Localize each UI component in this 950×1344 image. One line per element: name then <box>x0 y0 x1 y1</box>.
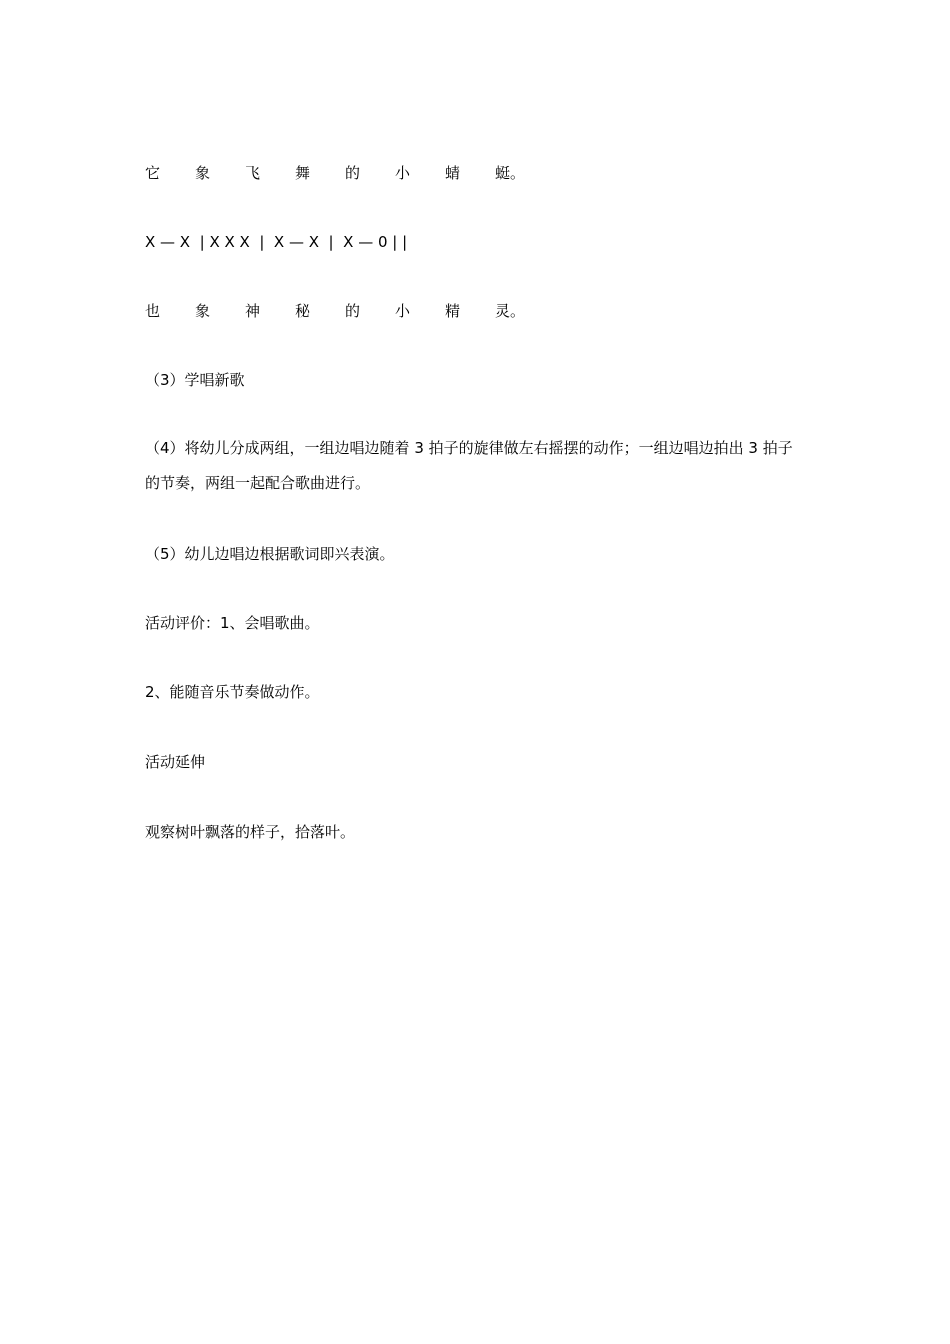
lyric-char: 飞 <box>245 164 261 182</box>
lyric-char: 的 <box>345 302 361 320</box>
lyric-char: 蜻 <box>445 164 461 182</box>
extension-text: 观察树叶飘落的样子，拾落叶。 <box>145 823 356 841</box>
lyrics-line-2 <box>145 301 527 321</box>
lyric-char: 象 <box>195 302 211 320</box>
step-4-paragraph: （4）将幼儿分成两组，一组边唱边随着 3 拍子的旋律做左右摇摆的动作；一组边唱边拍出 3 拍子的节奏，两组一起配合歌曲进行。 <box>145 439 793 492</box>
extension-heading: 活动延伸 <box>145 753 206 771</box>
step-5-paragraph: （5）幼儿边唱边根据歌词即兴表演。 <box>145 545 395 563</box>
lyrics-line-1 <box>145 163 527 183</box>
lyric-char: 灵。 <box>495 302 526 320</box>
step-3-paragraph: （3）学唱新歌 <box>145 371 245 389</box>
lyric-char: 小 <box>395 302 411 320</box>
lyric-char: 精 <box>445 302 461 320</box>
lyric-char: 也 <box>145 302 161 320</box>
rhythm-notation: X — X | X X X | X — X | X — 0 | | <box>145 233 408 251</box>
lyric-char: 神 <box>245 302 261 320</box>
lyric-char: 蜓。 <box>495 164 526 182</box>
lyric-char: 秘 <box>295 302 311 320</box>
lyric-char: 象 <box>195 164 211 182</box>
evaluation-item-2: 2、能随音乐节奏做动作。 <box>145 683 320 701</box>
lyric-char: 小 <box>395 164 411 182</box>
lyric-char: 舞 <box>295 164 311 182</box>
evaluation-item-1: 活动评价：1、会唱歌曲。 <box>145 614 320 632</box>
lyric-char: 它 <box>145 164 161 182</box>
lyric-char: 的 <box>345 164 361 182</box>
